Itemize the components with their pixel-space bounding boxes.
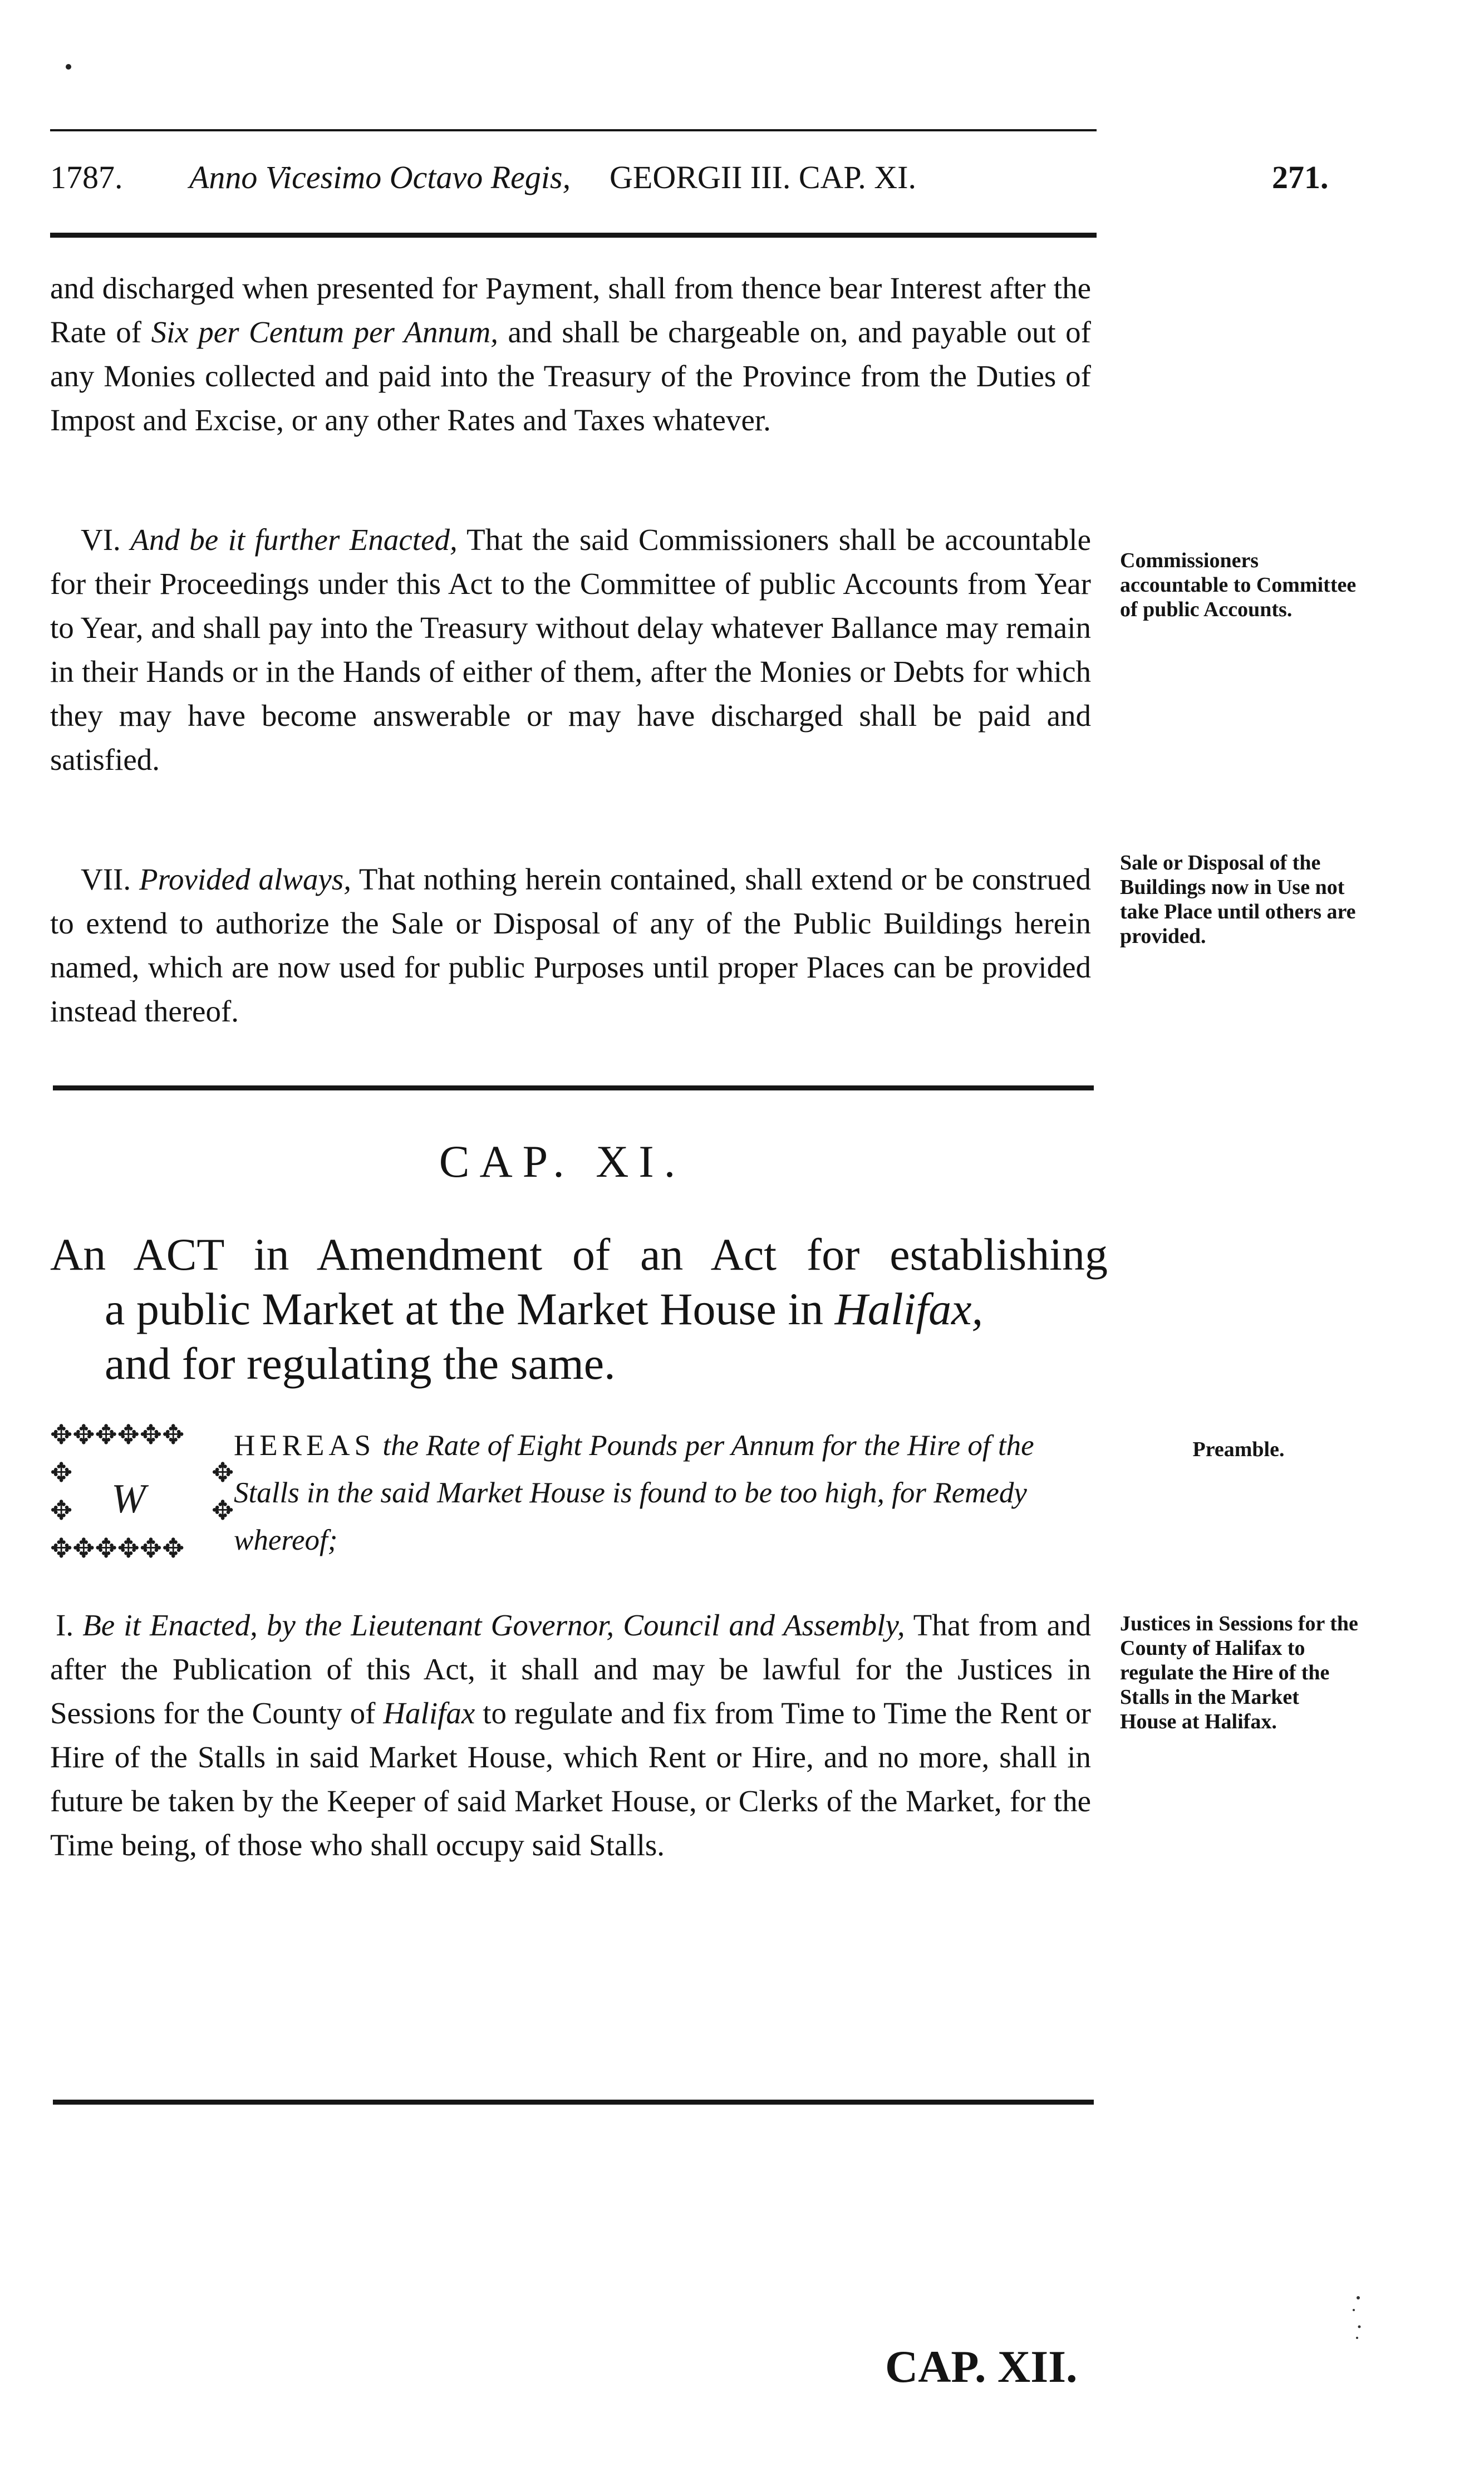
section-7 bbox=[50, 857, 1091, 1033]
section-1-text-a: That from and after the Publication of this Act, it shall and may be lawful for the Justices in Sessions for the County of bbox=[50, 1608, 1091, 1730]
margin-note-sale-of-buildings: Sale or Disposal of the Buildings now in Use not take Place until others are provided. bbox=[1120, 851, 1356, 948]
margin-note-preamble: Preamble. bbox=[1192, 1438, 1285, 1461]
section-6-text: That the said Commissioners shall be accountable for their Proceedings under this Act to the Committee of public Accounts from Year to Year, and shall pay into the Treasury without delay whatever Ballance may remain in their Hands or in the Hands of either of them, after the Monies or Debts for which they may have become answerable or may have discharged shall be paid and satisfied. bbox=[50, 523, 1091, 777]
margin-note-justices: Justices in Sessions for the County of Halifax to regulate the Hire of the Stalls in the Market House at Halifax. bbox=[1120, 1612, 1358, 1733]
section-6-number: VI. bbox=[81, 523, 121, 557]
continuation-paragraph bbox=[50, 266, 1091, 442]
header-bottom-rule bbox=[50, 233, 1097, 238]
catchword: CAP. XII. bbox=[885, 2341, 1078, 2392]
stray-ink-specks bbox=[1347, 2293, 1364, 2343]
svg-text:✥✥✥✥✥✥: ✥✥✥✥✥✥ bbox=[50, 1421, 185, 1451]
header-top-rule bbox=[50, 129, 1097, 131]
section-1-place: Halifax bbox=[383, 1696, 475, 1730]
running-header bbox=[50, 159, 1347, 203]
svg-text:✥: ✥ bbox=[50, 1495, 73, 1526]
svg-text:✥: ✥ bbox=[212, 1495, 234, 1526]
header-regnal-year: Anno Vicesimo Octavo Regis, bbox=[189, 159, 571, 195]
svg-text:✥✥✥✥✥✥: ✥✥✥✥✥✥ bbox=[50, 1533, 185, 1564]
section-7-lead: Provided always, bbox=[139, 862, 352, 896]
act-title bbox=[50, 1227, 1108, 1391]
act-title-place: Halifax, bbox=[834, 1284, 984, 1334]
chapter-separator-rule bbox=[53, 1085, 1094, 1090]
section-1-text-b: to regulate and fix from Time to Time the Rent or Hire of the Stalls in said Market House, which Rent or Hire, and no more, shall in future be taken by the Keeper of said Market House, or Clerks of the Market, for the Time being, of those who shall occupy said Stalls. bbox=[50, 1696, 1091, 1862]
margin-note-commissioners: Commissioners accountable to Committee of public Accounts. bbox=[1120, 549, 1357, 621]
act-title-line-2: a public Market at the Market House in Halifax, bbox=[105, 1284, 984, 1334]
svg-text:✥: ✥ bbox=[212, 1457, 234, 1488]
continuation-text-b: and shall be chargeable on, and payable out of any Monies collected and paid into the Treasury of the Province from the Duties of Impost and Excise, or any other Rates and Taxes whatever. bbox=[50, 315, 1091, 437]
section-7-text: That nothing herein contained, shall extend or be construed to extend to authorize the Sale or Disposal of any of the Public Buildings herein named, which are now used for public Purposes until proper Places can be provided instead thereof. bbox=[50, 862, 1091, 1028]
continuation-text-a: and discharged when presented for Payment, shall from thence bear Interest after the Rate of bbox=[50, 271, 1091, 349]
act-title-line-1: An ACT in Amendment of an Act for establishing bbox=[50, 1229, 1108, 1280]
header-chapter: GEORGII III. CAP. XI. bbox=[610, 159, 916, 195]
interest-rate: Six per Centum per Annum, bbox=[151, 315, 499, 349]
initial-letter: W bbox=[111, 1476, 146, 1522]
section-1 bbox=[50, 1603, 1091, 1867]
page-number: 271. bbox=[1272, 159, 1329, 195]
chapter-title: CAP. XI. bbox=[439, 1136, 686, 1187]
preamble-text bbox=[234, 1422, 1102, 1564]
header-year: 1787. bbox=[50, 159, 123, 195]
section-6-lead: And be it further Enacted, bbox=[130, 523, 458, 557]
svg-text:✥: ✥ bbox=[50, 1457, 73, 1488]
ornamental-initial-frame bbox=[50, 1421, 237, 1568]
stray-ink-dot bbox=[66, 64, 71, 70]
section-1-lead: Be it Enacted, by the Lieutenant Governor, Council and Assembly, bbox=[82, 1608, 905, 1642]
section-1-number: I. bbox=[56, 1608, 74, 1642]
preamble-body: the Rate of Eight Pounds per Annum for the Hire of the Stalls in the said Market House is found to be too high, for Remedy whereof; bbox=[234, 1429, 1034, 1556]
section-6 bbox=[50, 518, 1091, 782]
preamble-lead: HEREAS bbox=[234, 1429, 376, 1462]
act-title-line-3: and for regulating the same. bbox=[105, 1338, 616, 1389]
section-7-number: VII. bbox=[81, 862, 131, 896]
end-of-chapter-rule bbox=[53, 2100, 1094, 2105]
